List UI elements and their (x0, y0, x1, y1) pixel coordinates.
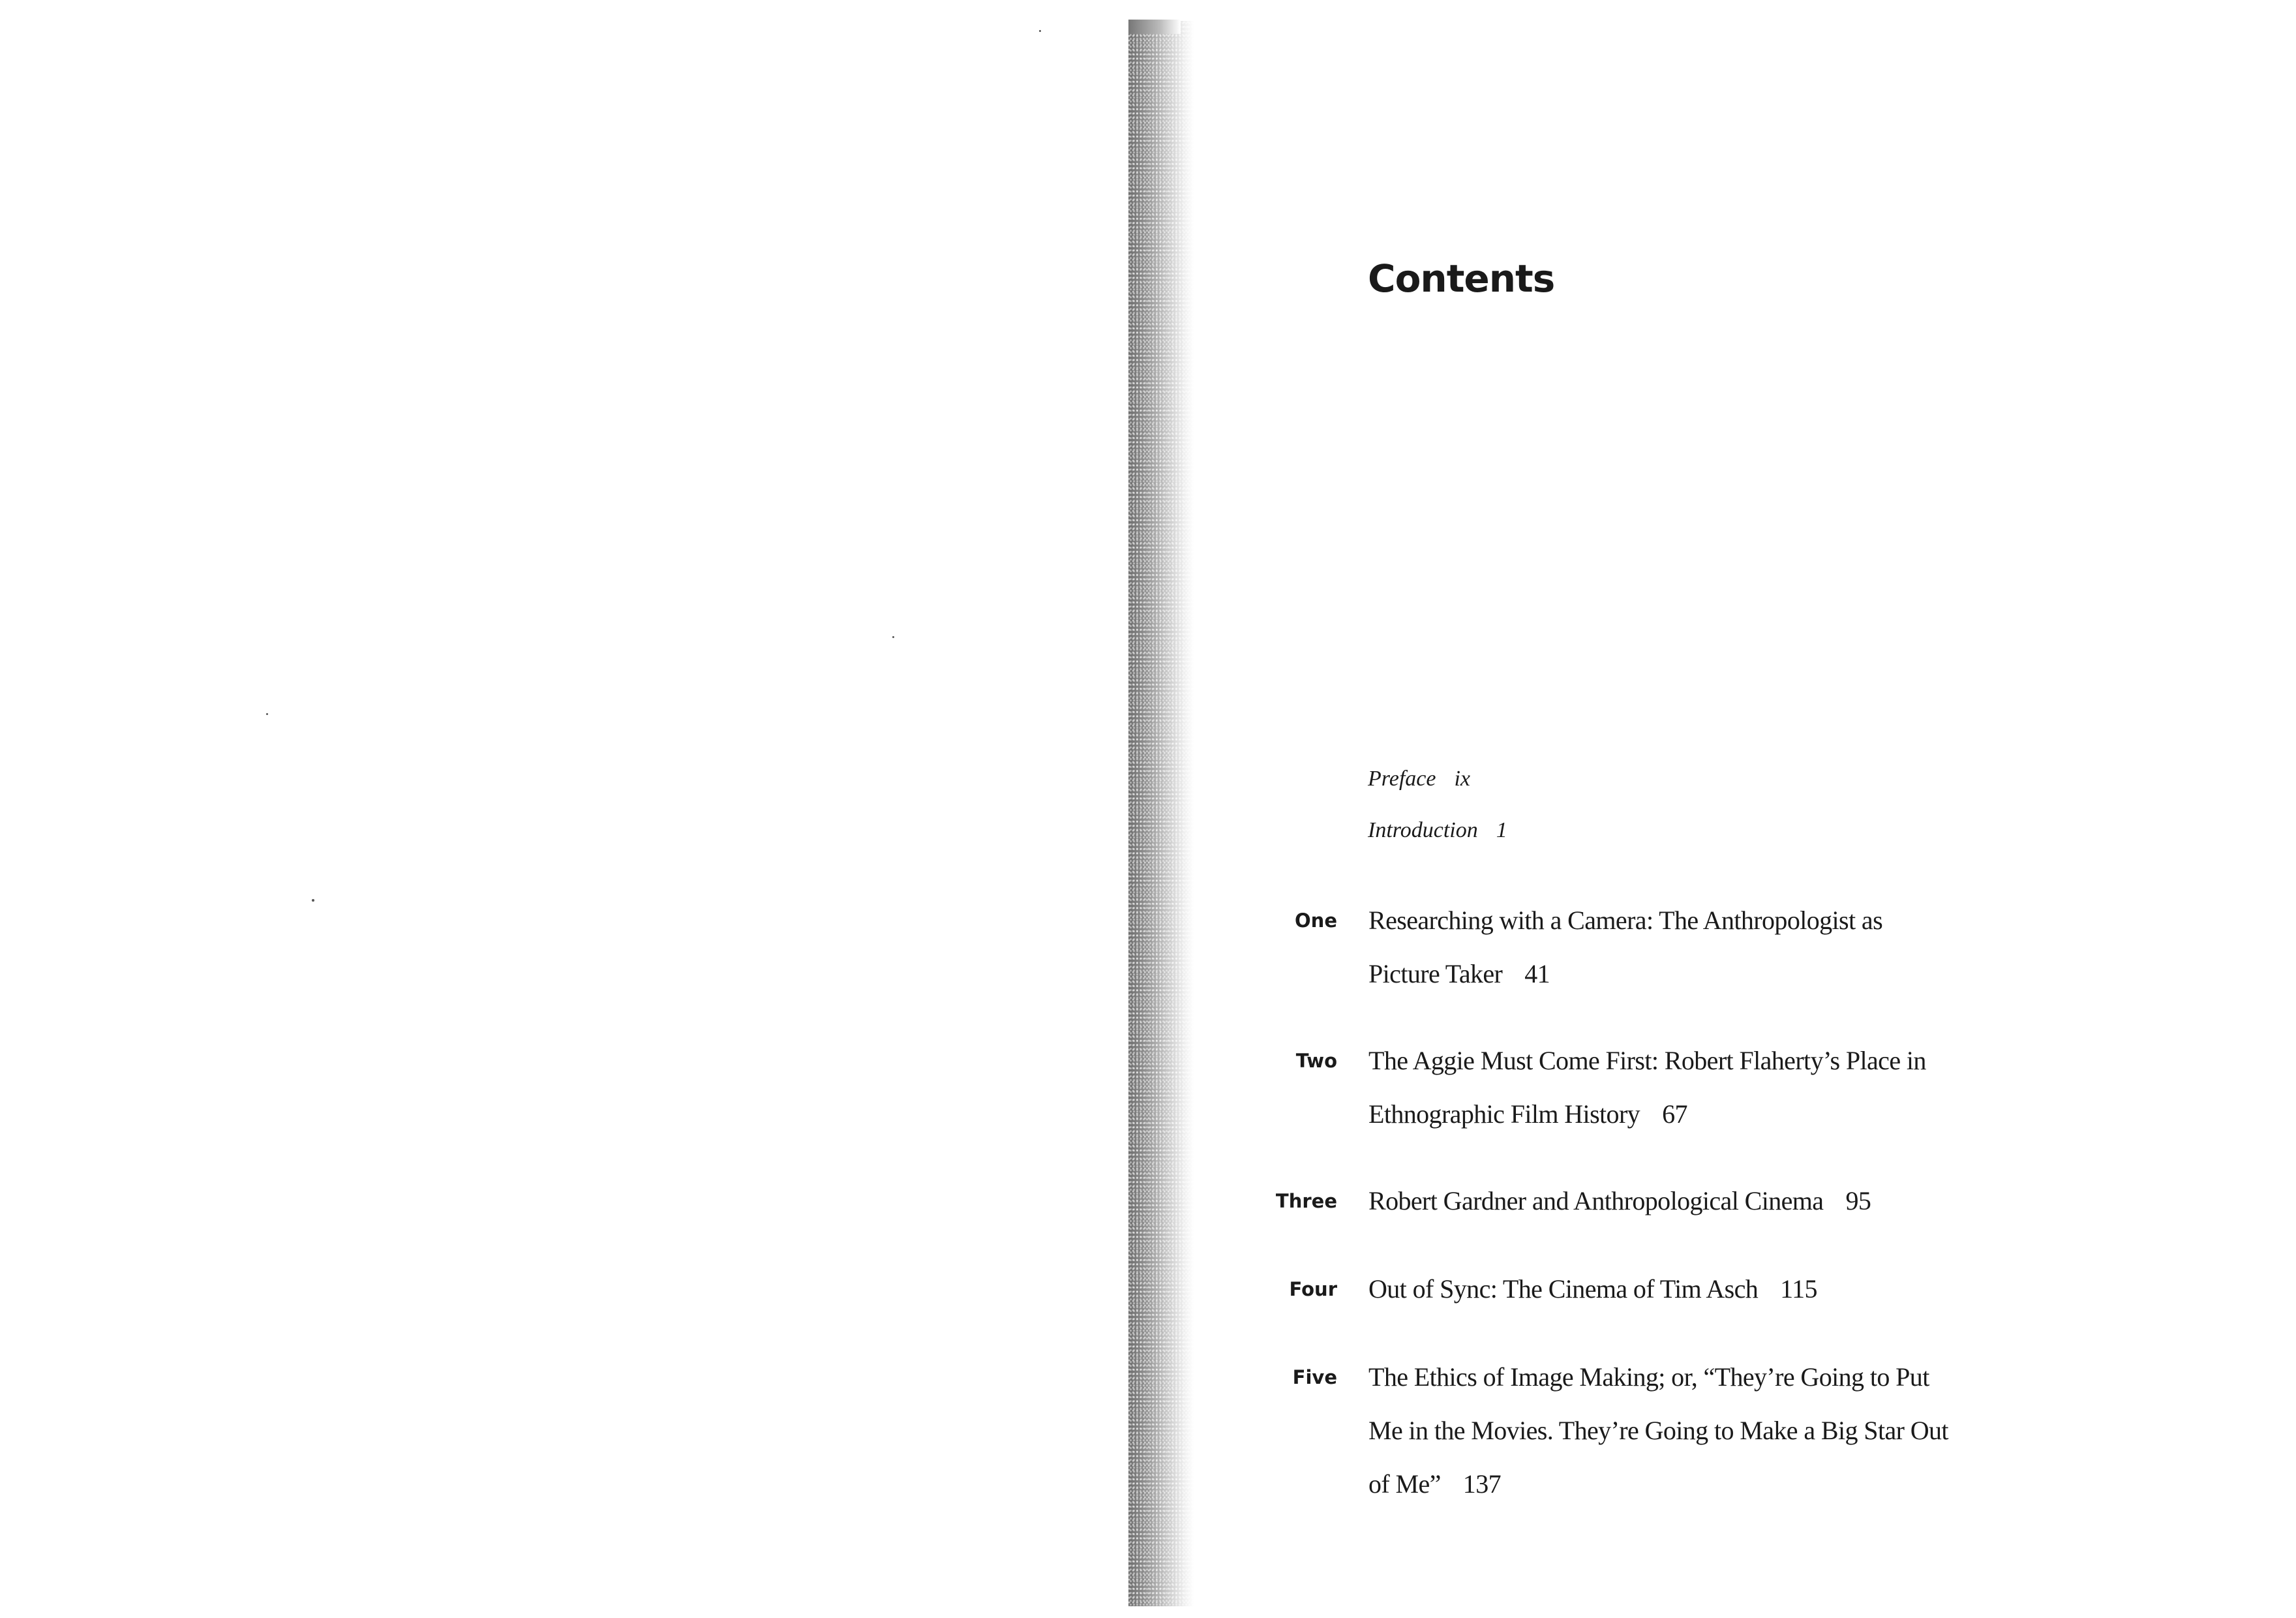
toc-entry-page: 1 (1496, 818, 1507, 842)
toc-entry-title: Introduction (1368, 818, 1478, 842)
book-gutter-top (1128, 20, 1181, 34)
paper-speck (1039, 30, 1041, 32)
chapter-number: Three (1275, 1190, 1337, 1212)
toc-entry-title: Preface (1368, 767, 1436, 791)
toc-entry-introduction (1368, 818, 1507, 843)
left-page-blank (0, 0, 1128, 1618)
chapter-page: 41 (1524, 959, 1550, 988)
toc-entry-preface (1368, 767, 1470, 791)
chapter-title-block (1368, 1262, 2021, 1316)
chapter-page: 115 (1780, 1274, 1817, 1304)
chapter-page: 67 (1662, 1099, 1687, 1129)
chapter-number: One (1295, 909, 1337, 932)
chapter-page: 95 (1845, 1186, 1871, 1215)
chapter-title-block (1368, 1351, 1956, 1511)
chapter-number: Five (1292, 1366, 1337, 1388)
paper-speck (312, 899, 314, 902)
paper-speck (892, 636, 894, 638)
chapter-title: The Aggie Must Come First: Robert Flaherty’s Place in Ethnographic Film History (1368, 1046, 1926, 1129)
book-gutter-shadow (1128, 21, 1194, 1606)
chapter-title-block (1368, 894, 1916, 1001)
chapter-title: The Ethics of Image Making; or, “They’re Going to Put Me in the Movies. They’re Going to Make a Big Star Out of Me” (1368, 1362, 1948, 1499)
chapter-title: Researching with a Camera: The Anthropologist as Picture Taker (1368, 906, 1883, 988)
chapter-number: Two (1295, 1050, 1337, 1072)
contents-page (1194, 0, 2296, 1618)
paper-speck (266, 713, 268, 715)
chapter-title-block (1368, 1174, 2021, 1228)
chapter-page: 137 (1462, 1469, 1501, 1499)
page-title: Contents (1368, 256, 1555, 301)
chapter-number: Four (1289, 1278, 1337, 1300)
chapter-title: Robert Gardner and Anthropological Cinema (1368, 1186, 1824, 1215)
chapter-title: Out of Sync: The Cinema of Tim Asch (1368, 1274, 1759, 1304)
chapter-title-block (1368, 1034, 1942, 1141)
toc-entry-page: ix (1454, 767, 1471, 791)
